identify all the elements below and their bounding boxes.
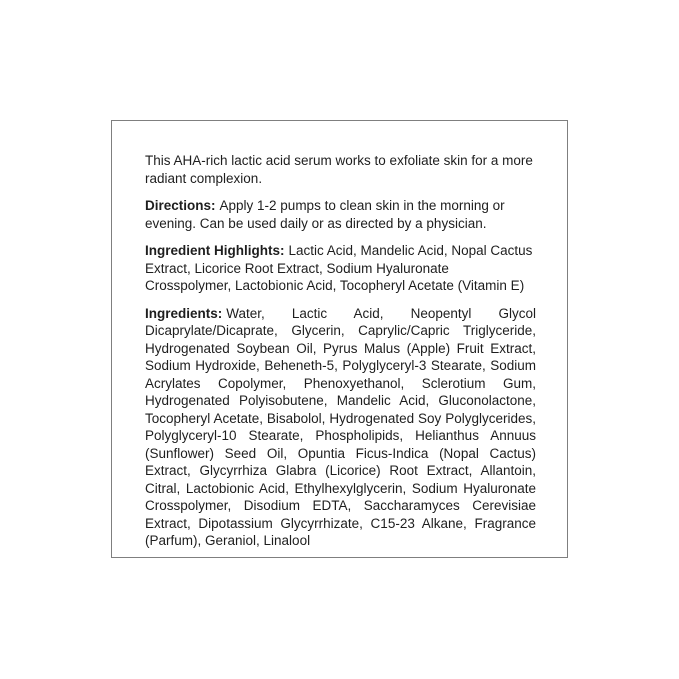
directions-heading: Directions: xyxy=(145,198,216,213)
ingredients-text: Water, Lactic Acid, Neopentyl Glycol Dicaprylate/Dicaprate, Glycerin, Caprylic/Capric Triglyceride, Hydrogenated Soybean Oil, Pyrus Malus (Apple) Fruit Extract, Sodium Hydroxide, Beheneth-5, Polyglyceryl-3 Stearate, Sodium Acrylates Copolymer, Phenoxyethanol, Sclerotium Gum, Hydrogenated Polyisobutene, Mandelic Acid, Gluconolactone, Tocopheryl Acetate, Bisabolol, Hydrogenated Soy Polyglycerides, Polyglyceryl-10 Stearate, Phospholipids, Helianthus Annuus (Sunflower) Seed Oil, Opuntia Ficus-Indica (Nopal Cactus) Extract, Glycyrrhiza Glabra (Licorice) Root Extract, Allantoin, Citral, Lactobionic Acid, Ethylhexylglycerin, Sodium Hyaluronate Crosspolymer, Disodium EDTA, Saccharamyces Cerevisiae Extract, Dipotassium Glycyrrhizate, C15-23 Alkane, Fragrance (Parfum), Geraniol, Linalool xyxy=(145,305,536,548)
ingredient-highlights-heading: Ingredient Highlights: xyxy=(145,243,285,258)
ingredient-highlights-paragraph xyxy=(145,242,536,295)
ingredients-heading: Ingredients: xyxy=(145,305,223,321)
description-paragraph xyxy=(145,152,536,187)
directions-paragraph xyxy=(145,197,536,232)
description-text: This AHA-rich lactic acid serum works to exfoliate skin for a more radiant complexion. xyxy=(145,153,533,186)
ingredient-highlights-text: Lactic Acid, Mandelic Acid, Nopal Cactus Extract, Licorice Root Extract, Sodium Hyaluronate Crosspolymer, Lactobionic Acid, Tocopheryl Acetate (Vitamin E) xyxy=(145,243,533,293)
ingredients-paragraph xyxy=(145,305,536,550)
label-text-panel xyxy=(111,120,568,558)
directions-text: Apply 1-2 pumps to clean skin in the morning or evening. Can be used daily or as directed by a physician. xyxy=(145,198,505,231)
